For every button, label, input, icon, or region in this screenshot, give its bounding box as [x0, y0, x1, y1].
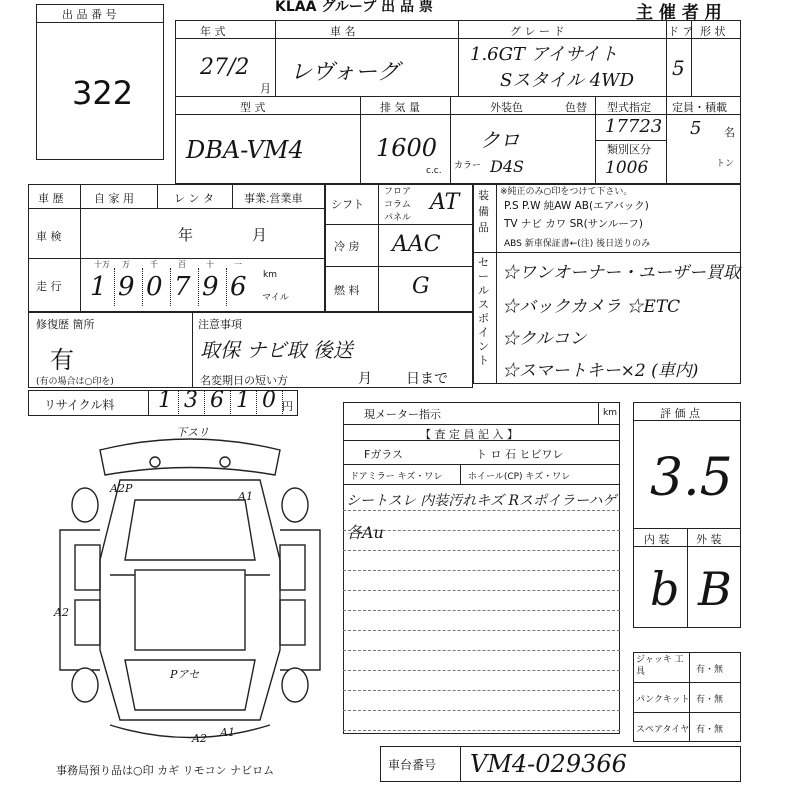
sales-point-1: ☆ワンオーナー・ユーザー買取 — [502, 263, 740, 283]
damage-mark: A1 — [220, 726, 235, 739]
mileage-digit: 6 — [230, 272, 247, 302]
damage-mark: A2P — [110, 482, 133, 495]
wheel-label: ホイール(CP) キズ・ワレ — [468, 472, 571, 482]
recycle-digit: 1 — [236, 388, 250, 413]
equipment-line1: P.S P.W 純AW AB(エアバック) — [504, 200, 649, 212]
organizer-label: 主 催 者 用 — [636, 3, 722, 23]
mile-unit: マイル — [262, 293, 289, 303]
color-code-value: D4S — [490, 157, 524, 176]
mileage-unit-header: 万 — [122, 260, 130, 269]
mileage-unit-header: 十万 — [94, 260, 110, 269]
km-unit: km — [263, 270, 277, 280]
mileage-unit-header: 百 — [178, 260, 186, 269]
shift-option-panel: パネル — [384, 213, 412, 223]
grade-line1: 1.6GT アイサイト — [470, 44, 618, 65]
inspection-label: 車 検 — [36, 230, 62, 243]
history-business: 事業.営業車 — [244, 192, 303, 205]
lot-label: 出 品 番 号 — [62, 8, 117, 21]
expiry-day: 日まで — [406, 371, 448, 387]
inspection-year: 年 — [178, 226, 194, 244]
inspection-month: 月 — [252, 226, 268, 244]
history-label: 車 歴 — [38, 192, 64, 205]
evaluation-score: 3.5 — [650, 448, 733, 508]
meter-unit: km — [603, 408, 617, 418]
recycle-digit: 1 — [158, 388, 172, 413]
puncture-value: 有・無 — [696, 695, 724, 705]
interior-label: 内 装 — [644, 533, 670, 546]
model-value: DBA-VM4 — [186, 136, 304, 164]
equipment-label: 装備品 — [478, 189, 489, 234]
capacity-value: 5 — [690, 118, 702, 139]
mileage-unit-header: 一 — [234, 260, 242, 269]
type-designation-label: 型式指定 — [607, 101, 651, 114]
shift-option-column: コラム — [384, 200, 411, 210]
model-label: 型 式 — [240, 101, 266, 114]
spare-value: 有・無 — [696, 725, 724, 735]
fuel-value: G — [412, 274, 430, 299]
chassis-value: VM4-029366 — [470, 750, 627, 778]
shift-label: シフト — [331, 198, 364, 211]
equipment-line2: TV ナビ カワ SR(サンルーフ) — [504, 218, 643, 230]
mileage-unit-header: 十 — [206, 260, 214, 269]
puncture-label: パンクキット — [636, 695, 690, 705]
mileage-digit: 9 — [118, 272, 135, 302]
category-value: 1006 — [605, 158, 649, 178]
car-damage-diagram — [40, 420, 340, 755]
notice-value: 取保 ナビ取 後送 — [200, 338, 353, 362]
grade-line2: Sスタイル 4WD — [500, 70, 635, 91]
diagram-front-label: 下スリ — [176, 426, 209, 439]
sales-points-label: セールスポイント — [478, 256, 489, 367]
recycle-label: リサイクル料 — [44, 398, 115, 412]
type-designation-value: 17723 — [605, 116, 663, 137]
mileage-digit: 9 — [202, 272, 219, 302]
equipment-table — [473, 184, 741, 384]
capacity-label: 定員・積載 — [672, 101, 727, 114]
color-no-label: 色替 — [565, 101, 587, 114]
inspector-label: 【 査 定 員 記 入 】 — [420, 428, 518, 441]
equipment-note: ※純正のみ○印をつけて下さい。 — [500, 187, 633, 197]
displacement-value: 1600 — [376, 134, 438, 162]
history-rental: レ ン タ — [174, 192, 214, 205]
mileage-label: 走 行 — [36, 280, 62, 293]
fuel-label: 燃 料 — [334, 284, 360, 297]
shift-value: AT — [430, 190, 460, 215]
mileage-digit: 7 — [174, 272, 191, 302]
repair-value: 有 — [50, 346, 74, 374]
footer-note: 事務局預り品は○印 カギ リモコン ナビロム — [56, 764, 275, 777]
sales-point-4: ☆スマートキー×2 (車内) — [502, 361, 699, 381]
chassis-label: 車台番号 — [388, 758, 437, 772]
ac-value: AAC — [392, 232, 441, 257]
year-label: 年 式 — [200, 25, 226, 38]
equipment-line3: ABS 新車保証書←(注) 後日送りのみ — [504, 239, 651, 249]
jack-label: ジャッキ 工 具 — [636, 655, 684, 677]
glass-label: Fガラス — [364, 448, 403, 461]
name-label: 車 名 — [330, 25, 356, 38]
exterior-value: B — [698, 562, 732, 616]
lot-number: 322 — [72, 74, 134, 112]
damage-mark: A2 — [192, 732, 207, 745]
grade-label: グ レ ー ド — [510, 25, 565, 38]
color-code-label: カラー — [454, 161, 482, 171]
damage-mark: Pアセ — [170, 668, 200, 681]
cc-unit: c.c. — [426, 166, 442, 176]
mileage-unit-header: 千 — [150, 260, 158, 269]
shift-option-floor: フロア — [384, 187, 412, 197]
exterior-label: 外 装 — [696, 533, 722, 546]
month-unit: 月 — [260, 82, 271, 95]
remark-1: シートスレ 内装汚れキズ Rスポイラーハゲ — [346, 493, 617, 509]
expiry-month: 月 — [358, 371, 372, 387]
door-label: ド ア — [668, 25, 694, 38]
load-unit: トン — [716, 159, 735, 169]
glass-options: ト ロ 石 ヒビワレ — [476, 448, 564, 461]
capacity-unit: 名 — [724, 126, 735, 139]
recycle-unit: 円 — [282, 400, 293, 413]
org-title: KLAA グループ 出 品 票 — [275, 0, 433, 15]
damage-mark: A1 — [238, 490, 253, 503]
recycle-digit: 3 — [184, 388, 198, 413]
displacement-label: 排 気 量 — [380, 101, 420, 114]
year-value: 27/2 — [200, 55, 250, 80]
color-label: 外装色 — [490, 101, 523, 114]
sales-point-3: ☆クルコン — [502, 329, 587, 349]
damage-mark: A2 — [54, 606, 69, 619]
name-value: レヴォーグ — [290, 60, 400, 85]
history-private: 自 家 用 — [94, 192, 134, 205]
evaluation-label: 評 価 点 — [660, 407, 700, 420]
category-label: 類別区分 — [607, 143, 651, 156]
mileage-digit: 0 — [146, 272, 163, 302]
door-value: 5 — [672, 56, 685, 80]
repair-label: 修復歴 箇所 — [36, 318, 95, 331]
jack-value: 有・無 — [696, 665, 724, 675]
recycle-digit: 6 — [210, 388, 224, 413]
recycle-digit: 0 — [262, 388, 276, 413]
expiry-label: 名変期日の短い方 — [200, 374, 288, 387]
shape-label: 形 状 — [700, 25, 726, 38]
interior-value: b — [650, 562, 680, 616]
meter-label: 現メーター指示 — [364, 408, 441, 421]
remark-2: 各Au — [346, 523, 384, 542]
ac-label: 冷 房 — [334, 240, 360, 253]
spare-label: スペアタイヤ — [636, 725, 690, 735]
color-value: クロ — [480, 128, 520, 152]
repair-note: (有の場合は○印を) — [36, 377, 114, 387]
notice-label: 注意事項 — [198, 318, 242, 331]
mileage-digit: 1 — [90, 272, 107, 302]
sales-point-2: ☆バックカメラ ☆ETC — [502, 297, 681, 317]
mirror-label: ドアミラー キズ・ワレ — [350, 472, 443, 482]
